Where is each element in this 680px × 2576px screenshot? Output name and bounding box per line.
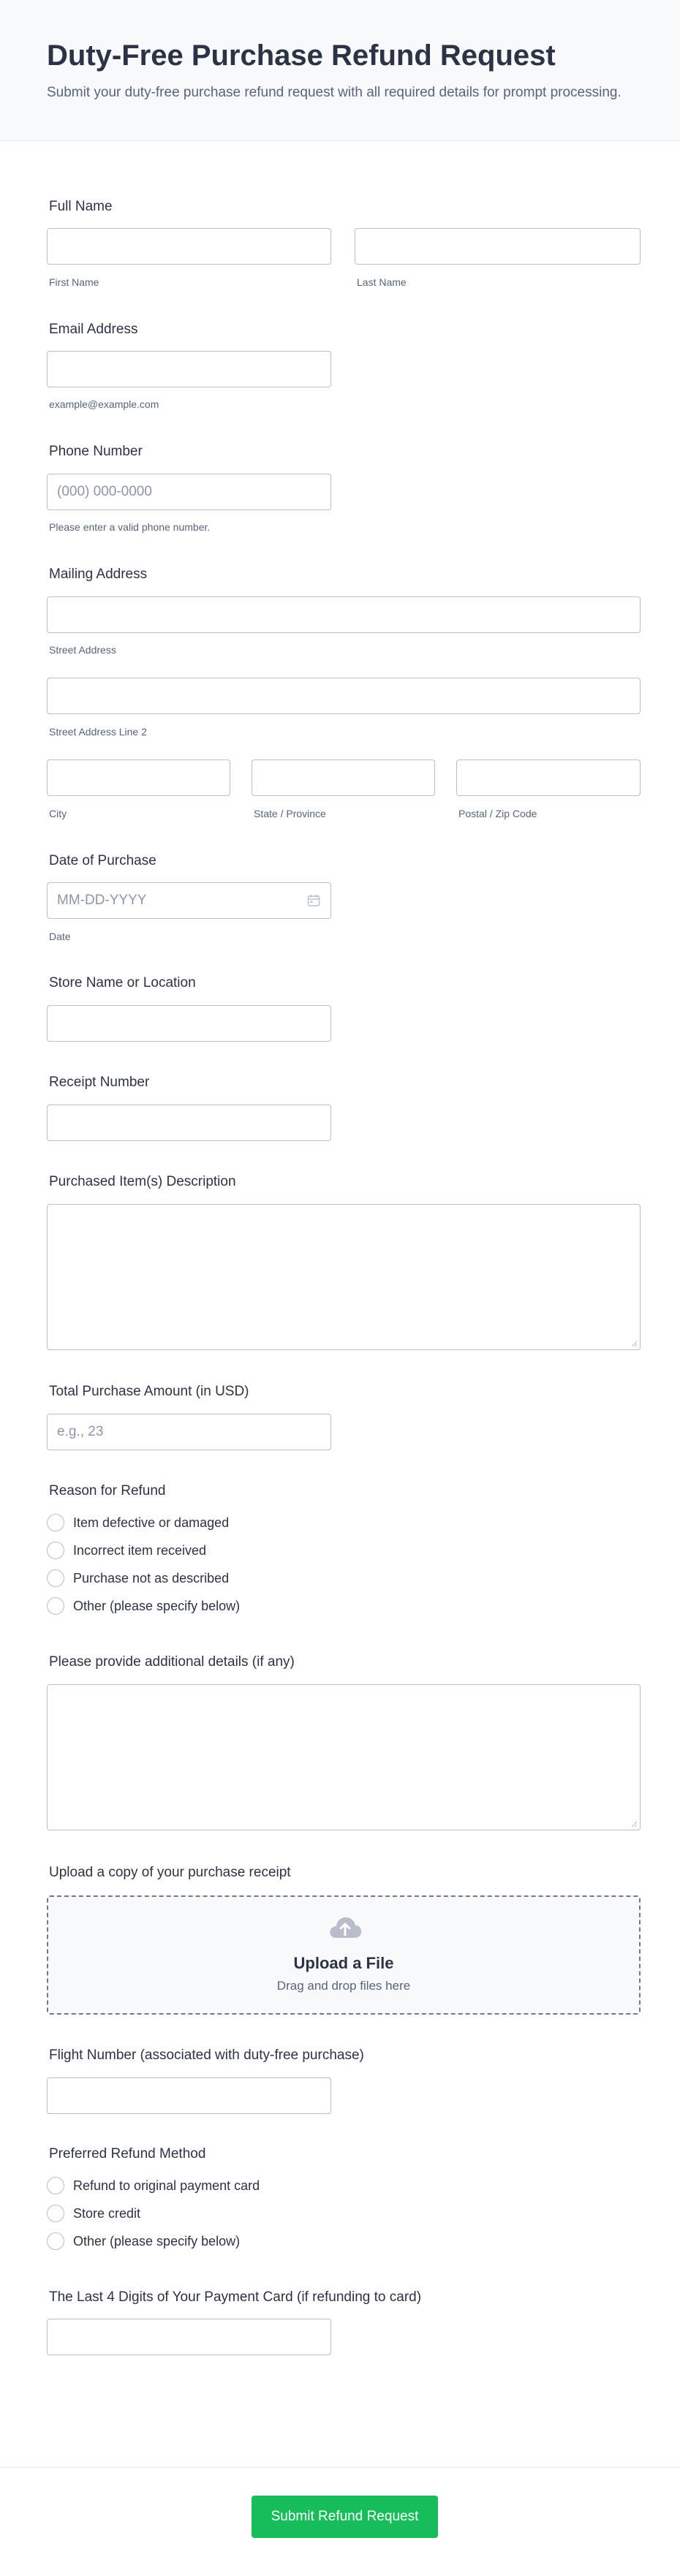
radio-label: Purchase not as described xyxy=(73,1570,230,1586)
state-sublabel: State / Province xyxy=(254,808,326,819)
resize-grip-icon[interactable] xyxy=(630,1820,638,1827)
zip-sublabel: Postal / Zip Code xyxy=(458,808,537,819)
radio-label: Other (please specify below) xyxy=(73,2233,241,2249)
items-label: Purchased Item(s) Description xyxy=(49,1174,236,1189)
details-label: Please provide additional details (if any) xyxy=(49,1654,295,1670)
page-title: Duty-Free Purchase Refund Request xyxy=(47,39,556,72)
submit-button[interactable]: Submit Refund Request xyxy=(252,2496,438,2538)
city-sublabel: City xyxy=(49,808,67,819)
reason-radio-group xyxy=(47,1512,486,1622)
amount-label: Total Purchase Amount (in USD) xyxy=(49,1384,249,1399)
phone-sublabel: Please enter a valid phone number. xyxy=(49,521,211,533)
zip-input[interactable] xyxy=(456,759,641,796)
street-address-2-input[interactable] xyxy=(47,678,641,714)
radio-button[interactable] xyxy=(47,2232,64,2250)
street-address-sublabel: Street Address xyxy=(49,644,116,656)
radio-label: Refund to original payment card xyxy=(73,2178,260,2193)
first-name-sublabel: First Name xyxy=(49,276,99,288)
radio-button[interactable] xyxy=(47,1569,64,1587)
receipt-label: Receipt Number xyxy=(49,1075,150,1090)
calendar-icon[interactable] xyxy=(307,894,320,907)
method-radio-group xyxy=(47,2175,486,2257)
method-option[interactable] xyxy=(47,2175,260,2196)
radio-label: Item defective or damaged xyxy=(73,1515,230,1530)
resize-grip-icon[interactable] xyxy=(630,1340,638,1347)
method-label: Preferred Refund Method xyxy=(49,2146,206,2162)
card-digits-input[interactable] xyxy=(47,2319,331,2355)
date-placeholder: MM-DD-YYYY xyxy=(57,893,147,908)
details-textarea[interactable] xyxy=(47,1684,641,1830)
first-name-input[interactable] xyxy=(47,228,331,265)
date-sublabel: Date xyxy=(49,931,71,942)
form-footer xyxy=(0,2467,680,2576)
date-input[interactable] xyxy=(47,882,331,919)
card-digits-label: The Last 4 Digits of Your Payment Card (if refunding to card) xyxy=(49,2289,422,2305)
cloud-upload-icon xyxy=(328,1914,363,1941)
phone-input[interactable]: (000) 000-0000 xyxy=(47,474,331,510)
address-label: Mailing Address xyxy=(49,567,148,582)
amount-input[interactable]: e.g., 23 xyxy=(47,1414,331,1450)
page-subtitle: Submit your duty-free purchase refund request with all required details for prompt processing. xyxy=(47,85,622,100)
radio-label: Other (please specify below) xyxy=(73,1598,241,1613)
street-address-2-sublabel: Street Address Line 2 xyxy=(49,726,147,738)
method-option[interactable] xyxy=(47,2203,140,2224)
radio-label: Store credit xyxy=(73,2205,141,2221)
store-label: Store Name or Location xyxy=(49,975,196,990)
radio-button[interactable] xyxy=(47,1542,64,1559)
upload-label: Upload a copy of your purchase receipt xyxy=(49,1865,291,1880)
items-textarea[interactable] xyxy=(47,1204,641,1350)
reason-option[interactable] xyxy=(47,1596,240,1616)
last-name-sublabel: Last Name xyxy=(357,276,407,288)
radio-label: Incorrect item received xyxy=(73,1542,207,1558)
email-sublabel: example@example.com xyxy=(49,398,159,410)
receipt-input[interactable] xyxy=(47,1105,331,1141)
phone-label: Phone Number xyxy=(49,444,143,459)
radio-button[interactable] xyxy=(47,1514,64,1531)
radio-button[interactable] xyxy=(47,2205,64,2222)
reason-option[interactable] xyxy=(47,1540,206,1561)
reason-label: Reason for Refund xyxy=(49,1483,166,1499)
upload-subtitle: Drag and drop files here xyxy=(276,1979,411,1993)
city-input[interactable] xyxy=(47,759,230,796)
street-address-input[interactable] xyxy=(47,596,641,633)
upload-title: Upload a File xyxy=(293,1954,394,1972)
email-label: Email Address xyxy=(49,322,138,337)
date-label: Date of Purchase xyxy=(49,853,156,868)
radio-button[interactable] xyxy=(47,1597,64,1615)
store-input[interactable] xyxy=(47,1005,331,1042)
reason-option[interactable] xyxy=(47,1568,229,1588)
file-upload-dropzone[interactable] xyxy=(47,1895,641,2015)
reason-option[interactable] xyxy=(47,1512,229,1533)
radio-button[interactable] xyxy=(47,2177,64,2194)
state-input[interactable] xyxy=(252,759,435,796)
full-name-label: Full Name xyxy=(49,199,113,214)
email-input[interactable] xyxy=(47,351,331,387)
flight-label: Flight Number (associated with duty-free purchase) xyxy=(49,2047,364,2063)
last-name-input[interactable] xyxy=(355,228,641,265)
flight-input[interactable] xyxy=(47,2077,331,2114)
method-option[interactable] xyxy=(47,2231,240,2251)
